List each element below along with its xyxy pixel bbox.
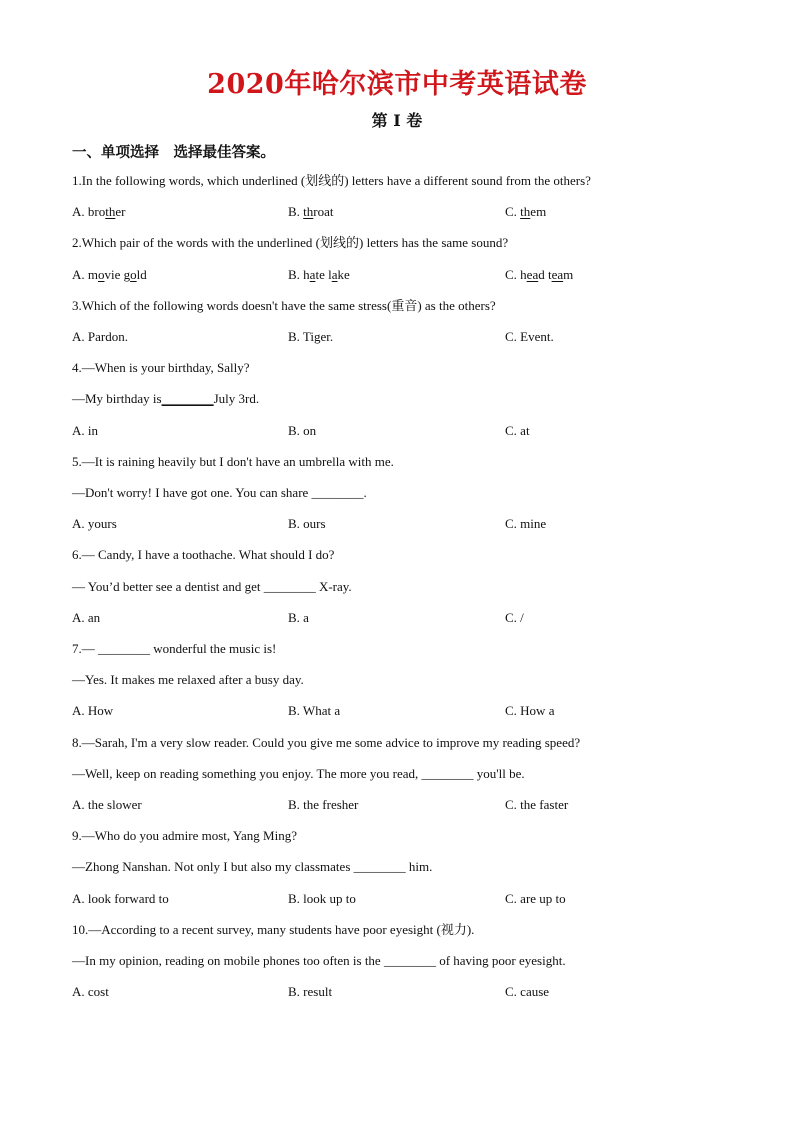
text-segment: B. What a <box>288 703 341 719</box>
question-reply <box>72 952 752 970</box>
text-segment: C. are up to <box>505 890 566 906</box>
option-a <box>72 328 128 346</box>
text-segment: C. Event. <box>505 329 554 344</box>
text-segment: B. <box>288 204 304 220</box>
text-segment: —Well, keep on reading something you enjoy. The more you read, ________ you'll be. <box>72 765 525 781</box>
text-segment: 8.—Sarah, I'm a very slow reader. Could you give me some advice to improve my reading speed? <box>72 734 581 750</box>
section-heading: 一、单项选择 选择最佳答案。 <box>72 145 275 161</box>
text-segment: C. mine <box>505 516 547 532</box>
text-segment: 7.— ________ wonderful the music is! <box>72 641 277 656</box>
question-stem <box>72 921 752 939</box>
option-c <box>505 515 546 533</box>
text-segment: 2.Which pair of the words with the underlined (划线的) letters has the same sound? <box>72 235 509 251</box>
text-segment: 6.— Candy, I have a toothache. What should I do? <box>72 547 335 563</box>
text-segment: A. bro <box>72 204 106 220</box>
question-reply <box>72 390 752 408</box>
question-stem <box>72 734 752 752</box>
option-b <box>288 515 326 533</box>
underlined-text: ea <box>526 266 539 282</box>
option-c <box>505 609 524 627</box>
text-segment: A. look forward to <box>72 890 169 906</box>
text-segment: B. result <box>288 984 333 1000</box>
text-segment: A. m <box>72 266 98 282</box>
text-segment: C. the faster <box>505 797 569 812</box>
underlined-text: a <box>309 266 316 282</box>
text-segment: 1.In the following words, which underlined (划线的) letters have a different sound from the others? <box>72 173 591 188</box>
text-segment: C. at <box>505 422 530 438</box>
text-segment: B. ours <box>288 516 326 532</box>
exam-title: 2020年哈尔滨市中考英语试卷 <box>207 69 587 100</box>
option-b <box>288 890 356 908</box>
underlined-text: th <box>105 204 116 220</box>
text-segment: B. on <box>288 422 317 438</box>
question-reply <box>72 484 752 502</box>
text-segment: 5.—It is raining heavily but I don't have an umbrella with me. <box>72 453 394 469</box>
text-segment: 10.—According to a recent survey, many students have poor eyesight (视力). <box>72 921 475 937</box>
option-c <box>505 266 573 284</box>
question-reply <box>72 765 752 783</box>
text-segment: A. an <box>72 609 101 625</box>
option-a <box>72 203 125 221</box>
text-segment: C. cause <box>505 984 550 1000</box>
option-a <box>72 515 117 533</box>
text-segment: —In my opinion, reading on mobile phones too often is the ________ of having poor eyesight. <box>72 953 566 968</box>
question-stem <box>72 453 752 471</box>
underlined-text: th <box>303 204 314 220</box>
question-stem <box>72 827 752 845</box>
option-b <box>288 702 340 720</box>
text-segment: C. How a <box>505 703 555 719</box>
text-segment: —Yes. It makes me relaxed after a busy day. <box>72 672 304 688</box>
option-b <box>288 983 332 1001</box>
option-a <box>72 890 169 908</box>
text-segment: — You’d better see a dentist and get ________ X-ray. <box>72 578 352 594</box>
option-a <box>72 702 113 720</box>
question-stem <box>72 546 752 564</box>
volume-label: 第 I 卷 <box>371 111 423 130</box>
question-stem <box>72 234 752 252</box>
question-reply <box>72 858 752 876</box>
option-c <box>505 203 546 221</box>
option-a <box>72 796 142 814</box>
text-segment: A. in <box>72 422 98 438</box>
underlined-text: o <box>130 266 137 282</box>
text-segment: B. the fresher <box>288 797 359 812</box>
text-segment: er <box>115 204 126 220</box>
option-b <box>288 609 309 627</box>
text-segment: A. yours <box>72 516 117 532</box>
text-segment: ld <box>136 266 147 282</box>
text-segment: July 3rd. <box>213 391 260 407</box>
option-c <box>505 702 554 720</box>
underlined-text: th <box>520 204 531 220</box>
text-segment: em <box>530 204 547 220</box>
option-c <box>505 328 554 346</box>
text-segment: B. a <box>288 609 309 625</box>
option-b <box>288 203 334 221</box>
underlined-text: ________ <box>161 391 214 407</box>
question-stem <box>72 359 752 377</box>
text-segment: 3.Which of the following words doesn't have the same stress(重音) as the others? <box>72 297 496 313</box>
text-segment: A. How <box>72 703 114 719</box>
text-segment: A. cost <box>72 984 109 1000</box>
option-a <box>72 266 147 284</box>
option-c <box>505 890 566 908</box>
underlined-text: ea <box>551 266 564 282</box>
question-reply <box>72 671 752 689</box>
text-segment: m <box>563 266 574 282</box>
text-segment: —Zhong Nanshan. Not only I but also my classmates ________ him. <box>72 859 433 875</box>
text-segment: d t <box>538 266 552 282</box>
text-segment: te l <box>315 266 332 282</box>
option-b <box>288 266 350 284</box>
text-segment: 4.—When is your birthday, Sally? <box>72 360 250 376</box>
option-a <box>72 422 98 440</box>
text-segment: ke <box>337 266 350 282</box>
option-c <box>505 422 530 440</box>
text-segment: vie g <box>104 266 131 282</box>
text-segment: C. <box>505 204 521 220</box>
underlined-text: o <box>98 266 105 282</box>
option-b <box>288 422 316 440</box>
option-a <box>72 983 109 1001</box>
option-a <box>72 609 100 627</box>
question-stem <box>72 297 752 315</box>
text-segment: B. look up to <box>288 890 356 906</box>
text-segment: —Don't worry! I have got one. You can share ________. <box>72 485 367 500</box>
text-segment: C. h <box>505 266 527 282</box>
text-segment: B. Tiger. <box>288 329 334 344</box>
option-c <box>505 983 549 1001</box>
text-segment: C. / <box>505 609 524 625</box>
option-b <box>288 328 333 346</box>
text-segment: A. the slower <box>72 797 142 812</box>
question-stem <box>72 640 752 658</box>
question-stem <box>72 172 752 190</box>
text-segment: B. h <box>288 266 310 282</box>
text-segment: 9.—Who do you admire most, Yang Ming? <box>72 828 297 844</box>
option-b <box>288 796 358 814</box>
text-segment: A. Pardon. <box>72 329 128 344</box>
question-reply <box>72 578 752 596</box>
option-c <box>505 796 568 814</box>
text-segment: —My birthday is <box>72 391 162 407</box>
underlined-text: a <box>331 266 338 282</box>
text-segment: roat <box>313 204 334 220</box>
